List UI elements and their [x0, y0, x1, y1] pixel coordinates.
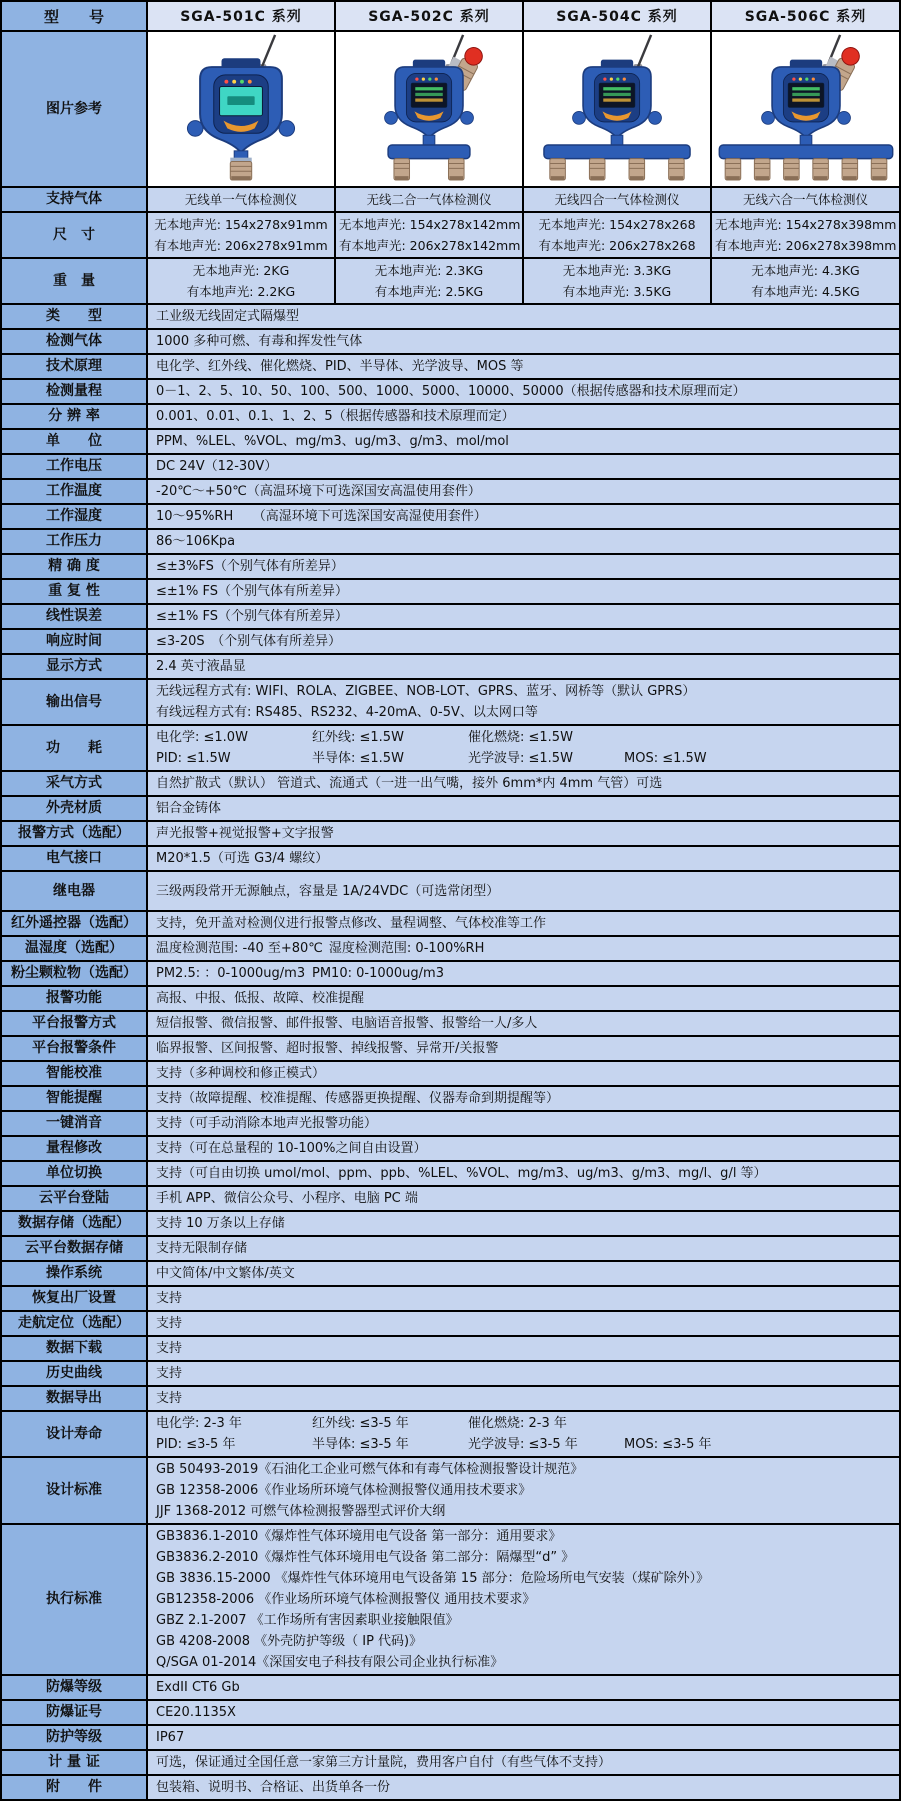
spec-text-line: 电化学、红外线、催化燃烧、PID、半导体、光学波导、MOS 等: [156, 359, 524, 374]
sga-501c-device-image: [149, 32, 333, 182]
spec-text-line: JJF 1368-2012 可燃气体检测报警器型式评价大纲: [156, 1504, 446, 1519]
spec-label: 走航定位（选配）: [1, 1311, 147, 1336]
spec-label: 继电器: [1, 871, 147, 911]
spec-value: [147, 961, 900, 986]
spec-text-line: M20*1.5（可选 G3/4 螺纹）: [156, 851, 329, 866]
row-range: [1, 379, 900, 404]
spec-text-segment: PM2.5: ：0-1000ug/m3: [156, 966, 306, 981]
spec-value: [147, 654, 900, 679]
spec-model-value: [711, 187, 900, 212]
spec-text-line: [156, 1434, 891, 1455]
row-accessories: [1, 1775, 900, 1800]
spec-text-line: GB 12358-2006《作业场所环境气体检测报警仪通用技术要求》: [156, 1483, 532, 1498]
spec-text-line: 支持: [156, 1291, 183, 1306]
spec-text-line: 支持无限制存储: [156, 1241, 248, 1256]
spec-text-segment: 湿度检测范围: 0-100%RH: [328, 941, 485, 956]
row-design-standard: [1, 1457, 900, 1524]
spec-label: 防爆等级: [1, 1675, 147, 1700]
spec-text-line: 有本地声光: 206x278x91mm: [154, 238, 328, 253]
row-type: [1, 304, 900, 329]
spec-label: 平台报警方式: [1, 1011, 147, 1036]
spec-label: 智能校准: [1, 1061, 147, 1086]
spec-label: 显示方式: [1, 654, 147, 679]
row-output-signal: [1, 679, 900, 725]
model-name-1: SGA-501C 系列: [147, 1, 335, 31]
spec-label: 功 耗: [1, 725, 147, 771]
spec-label: 重 复 性: [1, 579, 147, 604]
spec-text-line: DC 24V（12-30V）: [156, 459, 278, 474]
spec-value: [147, 1211, 900, 1236]
spec-label: 检测气体: [1, 329, 147, 354]
spec-label: 报警功能: [1, 986, 147, 1011]
spec-label: 云平台登陆: [1, 1186, 147, 1211]
spec-value: [147, 725, 900, 771]
row-detect-gas: [1, 329, 900, 354]
spec-text-line: -20℃～+50℃（高温环境下可选深国安高温使用套件）: [156, 484, 481, 499]
row-history-curve: [1, 1361, 900, 1386]
spec-value: [147, 1775, 900, 1800]
spec-value: [147, 354, 900, 379]
spec-label: 支持气体: [1, 187, 147, 212]
spec-label: 温湿度（选配）: [1, 936, 147, 961]
spec-text-line: ≤±3%FS（个别气体有所差异）: [156, 559, 344, 574]
spec-model-value: [335, 258, 523, 304]
row-exec-standard: [1, 1524, 900, 1675]
spec-text-line: 无本地声光: 2.3KG: [374, 263, 484, 278]
spec-text-line: 支持（可自由切换 umol/mol、ppm、ppb、%LEL、%VOL、mg/m3、ug/m3、g/m3、mg/l、g/l 等）: [156, 1166, 767, 1181]
sga-506c-device-image: [714, 32, 898, 182]
spec-text-line: 支持，免开盖对检测仪进行报警点修改、量程调整、气体校准等工作: [156, 916, 547, 931]
spec-value: [147, 429, 900, 454]
spec-value: [147, 871, 900, 911]
image-row: [1, 31, 900, 187]
spec-text-line: GB 50493-2019《石油化工企业可燃气体和有毒气体检测报警设计规范》: [156, 1462, 584, 1477]
sga-504c-device-image: [525, 32, 709, 182]
spec-label: 设计标准: [1, 1457, 147, 1524]
spec-label: 响应时间: [1, 629, 147, 654]
spec-value: [147, 1261, 900, 1286]
spec-label: 附 件: [1, 1775, 147, 1800]
spec-label: 智能提醒: [1, 1086, 147, 1111]
spec-text-line: 有线远程方式有: RS485、RS232、4-20mA、0-5V、以太网口等: [156, 705, 538, 720]
spec-text-line: 有本地声光: 206x278x142mm: [339, 238, 521, 253]
spec-label: 线性误差: [1, 604, 147, 629]
spec-text-line: 支持: [156, 1366, 183, 1381]
spec-label: 数据存储（选配）: [1, 1211, 147, 1236]
model-name-4: SGA-506C 系列: [711, 1, 900, 31]
spec-value: [147, 1361, 900, 1386]
spec-model-value: [147, 212, 335, 258]
spec-value: [147, 504, 900, 529]
spec-label: 一键消音: [1, 1111, 147, 1136]
row-unit-switch: [1, 1161, 900, 1186]
spec-value: [147, 1311, 900, 1336]
row-platform-alarm-mode: [1, 1011, 900, 1036]
spec-value: [147, 1086, 900, 1111]
spec-value: [147, 329, 900, 354]
spec-text-line: 支持（可手动消除本地声光报警功能）: [156, 1116, 378, 1131]
spec-text-line: 三级两段常开无源触点，容量是 1A/24VDC（可选常闭型）: [156, 883, 500, 899]
row-response-time: [1, 629, 900, 654]
spec-text-line: 自然扩散式（默认） 管道式、流通式（一进一出气嘴，接外 6mm*内 4mm 气管）可选: [156, 776, 663, 791]
spec-text-line: 0－1、2、5、10、50、100、500、1000、5000、10000、50000（根据传感器和技术原理而定）: [156, 384, 746, 399]
spec-label: 技术原理: [1, 354, 147, 379]
spec-model-value: [523, 212, 711, 258]
row-relay: [1, 871, 900, 911]
image-row-label: 图片参考: [1, 31, 147, 187]
row-smart-remind: [1, 1086, 900, 1111]
spec-value: [147, 379, 900, 404]
row-sampling: [1, 771, 900, 796]
spec-label: 电气接口: [1, 846, 147, 871]
spec-value: [147, 1457, 900, 1524]
spec-text-line: 有本地声光: 4.5KG: [751, 284, 860, 299]
spec-text-line: 1000 多种可燃、有毒和挥发性气体: [156, 334, 363, 349]
row-exd-grade: [1, 1675, 900, 1700]
spec-text-line: Q/SGA 01-2014《深国安电子科技有限公司企业执行标准》: [156, 1655, 504, 1670]
spec-text-line: 支持: [156, 1391, 183, 1406]
spec-text-segment: MOS: ≤3-5 年: [624, 1437, 712, 1452]
spec-label: 防爆证号: [1, 1700, 147, 1725]
spec-text-segment: PID: ≤1.5W: [156, 751, 231, 766]
row-electrical-interface: [1, 846, 900, 871]
spec-value: [147, 1675, 900, 1700]
spec-text-line: 包装箱、说明书、合格证、出货单各一份: [156, 1780, 391, 1795]
row-supported-gas: [1, 187, 900, 212]
spec-value: [147, 1186, 900, 1211]
sga-506c-image-cell: [711, 31, 900, 187]
spec-text-line: 无本地声光: 154x278x268: [538, 217, 696, 232]
spec-text-line: 无线四合一气体检测仪: [554, 192, 680, 207]
spec-label: 恢复出厂设置: [1, 1286, 147, 1311]
spec-label: 报警方式（选配）: [1, 821, 147, 846]
spec-value: [147, 986, 900, 1011]
spec-text-line: ExdII CT6 Gb: [156, 1680, 240, 1695]
spec-label: 数据导出: [1, 1386, 147, 1411]
spec-label: 平台报警条件: [1, 1036, 147, 1061]
spec-value: [147, 1161, 900, 1186]
row-accuracy: [1, 554, 900, 579]
spec-value: [147, 1700, 900, 1725]
row-lifespan: [1, 1411, 900, 1457]
spec-text-line: 有本地声光: 2.2KG: [186, 284, 296, 299]
row-one-key-mute: [1, 1111, 900, 1136]
spec-value: [147, 1036, 900, 1061]
spec-label: 尺 寸: [1, 212, 147, 258]
spec-value: [147, 821, 900, 846]
spec-text-segment: 红外线: ≤1.5W: [312, 730, 404, 745]
row-housing: [1, 796, 900, 821]
row-work-humidity: [1, 504, 900, 529]
row-nav-location: [1, 1311, 900, 1336]
spec-text-line: [156, 727, 891, 748]
spec-label: 检测量程: [1, 379, 147, 404]
spec-text-line: 临界报警、区间报警、超时报警、掉线报警、异常开/关报警: [156, 1041, 499, 1056]
spec-text-line: 无本地声光: 154x278x398mm: [715, 217, 897, 232]
row-ir-remote: [1, 911, 900, 936]
spec-value: [147, 1061, 900, 1086]
row-metrology: [1, 1750, 900, 1775]
spec-value: [147, 579, 900, 604]
spec-model-value: [711, 258, 900, 304]
spec-text-line: [156, 938, 891, 959]
spec-text-line: 10～95%RH （高湿环境下可选深国安高湿使用套件）: [156, 509, 487, 524]
row-linearity: [1, 604, 900, 629]
spec-text-line: 无线二合一气体检测仪: [366, 192, 492, 207]
spec-text-line: 中文简体/中文繁体/英文: [156, 1266, 295, 1281]
spec-text-line: 短信报警、微信报警、邮件报警、电脑语音报警、报警给一人/多人: [156, 1016, 538, 1031]
spec-value: [147, 846, 900, 871]
spec-label: 工作温度: [1, 479, 147, 504]
row-smart-cal: [1, 1061, 900, 1086]
row-data-download: [1, 1336, 900, 1361]
spec-text-line: 可选，保证通过全国任意一家第三方计量院，费用客户自付（有些气体不支持）: [156, 1755, 612, 1770]
spec-text-line: PPM、%LEL、%VOL、mg/m3、ug/m3、g/m3、mol/mol: [156, 434, 509, 449]
spec-text-line: 无本地声光: 154x278x142mm: [339, 217, 521, 232]
spec-model-value: [523, 187, 711, 212]
spec-value: [147, 1750, 900, 1775]
spec-text-line: 0.001、0.01、0.1、1、2、5（根据传感器和技术原理而定）: [156, 409, 515, 424]
spec-text-line: 有本地声光: 206x278x398mm: [715, 238, 897, 253]
spec-value: [147, 604, 900, 629]
spec-text-line: ≤±1% FS（个别气体有所差异）: [156, 609, 349, 624]
spec-value: [147, 1286, 900, 1311]
spec-text-line: 86～106Kpa: [156, 534, 236, 549]
row-cloud-storage: [1, 1236, 900, 1261]
spec-value: [147, 1136, 900, 1161]
spec-label: 设计寿命: [1, 1411, 147, 1457]
spec-text-segment: 温度检测范围: -40 至+80℃: [156, 941, 323, 956]
spec-value: [147, 1411, 900, 1457]
sga-501c-image-cell: [147, 31, 335, 187]
spec-text-segment: 催化燃烧: ≤1.5W: [468, 730, 573, 745]
spec-text-line: GB 3836.15-2000 《爆炸性气体环境用电气设备第 15 部分：危险场所电气安装（煤矿除外）》: [156, 1571, 710, 1586]
spec-label: 红外遥控器（选配）: [1, 911, 147, 936]
spec-value: [147, 529, 900, 554]
row-repeatability: [1, 579, 900, 604]
row-alarm-levels: [1, 986, 900, 1011]
spec-text-line: 铝合金铸体: [156, 801, 222, 816]
spec-label: 精 确 度: [1, 554, 147, 579]
spec-value: [147, 679, 900, 725]
spec-text-line: 有本地声光: 3.5KG: [562, 284, 672, 299]
spec-label: 工作压力: [1, 529, 147, 554]
spec-value: [147, 1386, 900, 1411]
spec-text-line: 支持（多种调校和修正模式）: [156, 1066, 326, 1081]
spec-text-line: GB3836.2-2010《爆炸性气体环境用电气设备 第二部分：隔爆型“d” 》: [156, 1550, 575, 1565]
spec-value: [147, 1011, 900, 1036]
spec-text-line: GBZ 2.1-2007 《工作场所有害因素职业接触限值》: [156, 1613, 459, 1628]
spec-value: [147, 629, 900, 654]
sga-502c-device-image: [337, 32, 521, 182]
row-display: [1, 654, 900, 679]
spec-text-line: GB3836.1-2010《爆炸性气体环境用电气设备 第一部分：通用要求》: [156, 1529, 562, 1544]
spec-text-line: 支持: [156, 1341, 183, 1356]
row-range-modify: [1, 1136, 900, 1161]
spec-model-value: [147, 258, 335, 304]
spec-label: 数据下载: [1, 1336, 147, 1361]
spec-value: [147, 796, 900, 821]
spec-value: [147, 1236, 900, 1261]
spec-text-segment: 半导体: ≤1.5W: [312, 751, 404, 766]
spec-label: 计 量 证: [1, 1750, 147, 1775]
model-column-header: 型 号: [1, 1, 147, 31]
spec-label: 分 辨 率: [1, 404, 147, 429]
spec-text-line: IP67: [156, 1730, 185, 1745]
spec-value: [147, 771, 900, 796]
row-platform-alarm-condition: [1, 1036, 900, 1061]
spec-text-line: 支持（可在总量程的 10-100%之间自由设置）: [156, 1141, 427, 1156]
row-work-temp: [1, 479, 900, 504]
spec-text-line: 2.4 英寸液晶显: [156, 659, 246, 674]
spec-text-segment: PID: ≤3-5 年: [156, 1437, 236, 1452]
row-work-pressure: [1, 529, 900, 554]
spec-value: [147, 1111, 900, 1136]
spec-text-segment: 电化学: ≤1.0W: [156, 730, 248, 745]
spec-value: [147, 479, 900, 504]
spec-text-line: 无线六合一气体检测仪: [742, 192, 868, 207]
row-unit: [1, 429, 900, 454]
spec-text-segment: 光学波导: ≤3-5 年: [468, 1437, 578, 1452]
spec-text-segment: MOS: ≤1.5W: [624, 751, 707, 766]
spec-value: [147, 1725, 900, 1750]
row-temp-humidity: [1, 936, 900, 961]
row-cloud-login: [1, 1186, 900, 1211]
spec-text-segment: 催化燃烧: 2-3 年: [468, 1416, 567, 1431]
spec-text-segment: PM10: 0-1000ug/m3: [312, 966, 444, 981]
spec-value: [147, 1336, 900, 1361]
header-row: [1, 1, 900, 31]
spec-text-line: 声光报警+视觉报警+文字报警: [156, 826, 334, 841]
spec-value: [147, 304, 900, 329]
spec-text-segment: 半导体: ≤3-5 年: [312, 1437, 409, 1452]
row-factory-reset: [1, 1286, 900, 1311]
spec-text-line: 无本地声光: 4.3KG: [751, 263, 860, 278]
row-ip-grade: [1, 1725, 900, 1750]
spec-label: 类 型: [1, 304, 147, 329]
spec-text-line: 无本地声光: 2KG: [192, 263, 290, 278]
row-alarm-mode: [1, 821, 900, 846]
spec-model-value: [523, 258, 711, 304]
spec-model-value: [335, 187, 523, 212]
model-name-3: SGA-504C 系列: [523, 1, 711, 31]
spec-text-line: 有本地声光: 206x278x268: [538, 238, 696, 253]
spec-text-line: ≤3-20S （个别气体有所差异）: [156, 634, 342, 649]
spec-text-segment: 红外线: ≤3-5 年: [312, 1416, 409, 1431]
spec-text-line: 高报、中报、低报、故障、校准提醒: [156, 991, 365, 1006]
model-name-2: SGA-502C 系列: [335, 1, 523, 31]
spec-text-segment: 电化学: 2-3 年: [156, 1416, 242, 1431]
spec-label: 云平台数据存储: [1, 1236, 147, 1261]
row-os: [1, 1261, 900, 1286]
spec-text-line: 支持: [156, 1316, 183, 1331]
spec-text-line: [156, 1413, 891, 1434]
spec-label: 防护等级: [1, 1725, 147, 1750]
spec-text-line: 无线单一气体检测仪: [184, 192, 298, 207]
spec-value: [147, 1524, 900, 1675]
spec-model-value: [147, 187, 335, 212]
spec-value: [147, 404, 900, 429]
spec-text-line: 无本地声光: 3.3KG: [562, 263, 672, 278]
spec-label: 采气方式: [1, 771, 147, 796]
row-power: [1, 725, 900, 771]
spec-text-line: 支持 10 万条以上存储: [156, 1216, 285, 1231]
spec-text-line: [156, 748, 891, 769]
row-dimensions: [1, 212, 900, 258]
spec-value: [147, 936, 900, 961]
row-principle: [1, 354, 900, 379]
spec-text-segment: 光学波导: ≤1.5W: [468, 751, 573, 766]
spec-text-line: GB12358-2006 《作业场所环境气体检测报警仪 通用技术要求》: [156, 1592, 536, 1607]
spec-text-line: [156, 963, 891, 984]
spec-text-line: 无线远程方式有: WIFI、ROLA、ZIGBEE、NOB-LOT、GPRS、蓝牙、网桥等（默认 GPRS）: [156, 684, 696, 699]
row-voltage: [1, 454, 900, 479]
spec-text-line: 手机 APP、微信公众号、小程序、电脑 PC 端: [156, 1191, 418, 1206]
spec-text-line: ≤±1% FS（个别气体有所差异）: [156, 584, 349, 599]
spec-label: 输出信号: [1, 679, 147, 725]
spec-value: [147, 454, 900, 479]
spec-text-line: 无本地声光: 154x278x91mm: [154, 217, 328, 232]
row-dust: [1, 961, 900, 986]
spec-label: 外壳材质: [1, 796, 147, 821]
spec-label: 工作湿度: [1, 504, 147, 529]
spec-label: 单 位: [1, 429, 147, 454]
spec-text-line: 工业级无线固定式隔爆型: [156, 309, 300, 324]
spec-text-line: GB 4208-2008 《外壳防护等级（ IP 代码)》: [156, 1634, 423, 1649]
row-weight: [1, 258, 900, 304]
spec-label: 执行标准: [1, 1524, 147, 1675]
row-data-storage: [1, 1211, 900, 1236]
spec-text-line: CE20.1135X: [156, 1705, 236, 1720]
spec-value: [147, 911, 900, 936]
spec-model-value: [335, 212, 523, 258]
row-exd-cert: [1, 1700, 900, 1725]
spec-text-line: 有本地声光: 2.5KG: [374, 284, 484, 299]
spec-label: 重 量: [1, 258, 147, 304]
spec-label: 单位切换: [1, 1161, 147, 1186]
row-data-export: [1, 1386, 900, 1411]
spec-text-line: 支持（故障提醒、校准提醒、传感器更换提醒、仪器寿命到期提醒等）: [156, 1091, 560, 1106]
row-resolution: [1, 404, 900, 429]
spec-label: 粉尘颗粒物（选配）: [1, 961, 147, 986]
spec-label: 操作系统: [1, 1261, 147, 1286]
spec-label: 历史曲线: [1, 1361, 147, 1386]
spec-model-value: [711, 212, 900, 258]
spec-label: 工作电压: [1, 454, 147, 479]
sga-504c-image-cell: [523, 31, 711, 187]
sga-502c-image-cell: [335, 31, 523, 187]
spec-label: 量程修改: [1, 1136, 147, 1161]
spec-value: [147, 554, 900, 579]
